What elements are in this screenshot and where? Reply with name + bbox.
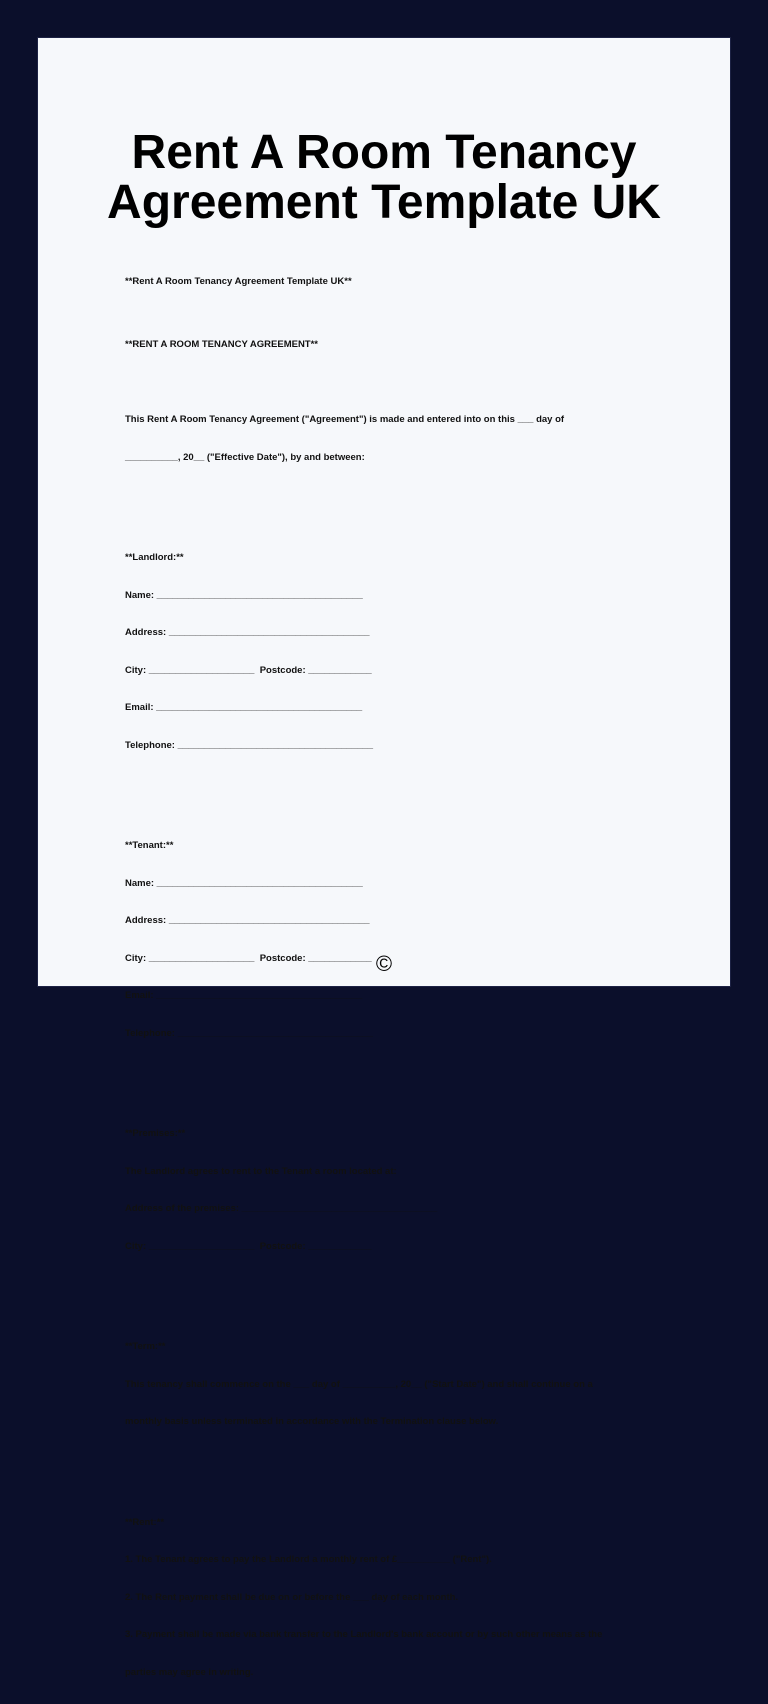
rent-item-3b: parties may agree in writing. bbox=[125, 1667, 665, 1680]
tenant-telephone: Telephone: _____________________________________ bbox=[125, 1028, 665, 1041]
term-section bbox=[125, 1316, 665, 1454]
document-page bbox=[37, 37, 731, 987]
rent-heading: **Rent:** bbox=[125, 1517, 665, 1530]
term-line-1: This tenancy shall commence on the ___ day of __________, 20__ ("Start Date") and shall continue on a bbox=[125, 1379, 665, 1392]
agreement-heading: **RENT A ROOM TENANCY AGREEMENT** bbox=[125, 339, 665, 352]
intro-line-2: __________, 20__ ("Effective Date"), by and between: bbox=[125, 452, 665, 465]
rent-item-3a: 3. Payment shall be made via bank transfer to the Landlord's bank account or by such other means as the bbox=[125, 1629, 665, 1642]
rent-item-2: 2. The Rent payment shall be due on or before the ___ day of each month. bbox=[125, 1592, 665, 1605]
tenant-heading: **Tenant:** bbox=[125, 840, 665, 853]
landlord-email: Email: _______________________________________ bbox=[125, 702, 665, 715]
rent-item-1: 1. The Tenant agrees to pay the Landlord a monthly rent of £__________ ("Rent"). bbox=[125, 1554, 665, 1567]
copyright-icon: © bbox=[38, 952, 730, 976]
premises-line-3: City: ____________________ Postcode: ____________ bbox=[125, 1241, 665, 1254]
document-body bbox=[125, 276, 665, 1704]
landlord-section bbox=[125, 527, 665, 777]
landlord-telephone: Telephone: _____________________________________ bbox=[125, 740, 665, 753]
premises-heading: **Premises:** bbox=[125, 1128, 665, 1141]
tenant-name: Name: _______________________________________ bbox=[125, 878, 665, 891]
landlord-address: Address: ______________________________________ bbox=[125, 627, 665, 640]
intro-line-1: This Rent A Room Tenancy Agreement ("Agreement") is made and entered into on this ___ day of bbox=[125, 414, 665, 427]
tenant-address: Address: ______________________________________ bbox=[125, 915, 665, 928]
term-line-2: monthly basis unless terminated in accordance with the Termination clause below. bbox=[125, 1416, 665, 1429]
premises-section bbox=[125, 1103, 665, 1278]
landlord-heading: **Landlord:** bbox=[125, 552, 665, 565]
document-title: Rent A Room Tenancy Agreement Template UK bbox=[38, 128, 730, 228]
landlord-city: City: ____________________ Postcode: ____________ bbox=[125, 665, 665, 678]
tenant-section bbox=[125, 815, 665, 1065]
tenant-city: City: ____________________ Postcode: ____________ bbox=[125, 953, 665, 966]
tenant-email: Email: _______________________________________ bbox=[125, 990, 665, 1003]
heading-repeat: **Rent A Room Tenancy Agreement Template UK** bbox=[125, 276, 665, 289]
premises-line-2: Address of the premises: _____________________________________ bbox=[125, 1203, 665, 1216]
intro-paragraph bbox=[125, 389, 665, 489]
landlord-name: Name: _______________________________________ bbox=[125, 590, 665, 603]
rent-section bbox=[125, 1492, 665, 1704]
term-heading: **Term:** bbox=[125, 1341, 665, 1354]
premises-line-1: The Landlord agrees to rent to the Tenant a room located at: bbox=[125, 1166, 665, 1179]
